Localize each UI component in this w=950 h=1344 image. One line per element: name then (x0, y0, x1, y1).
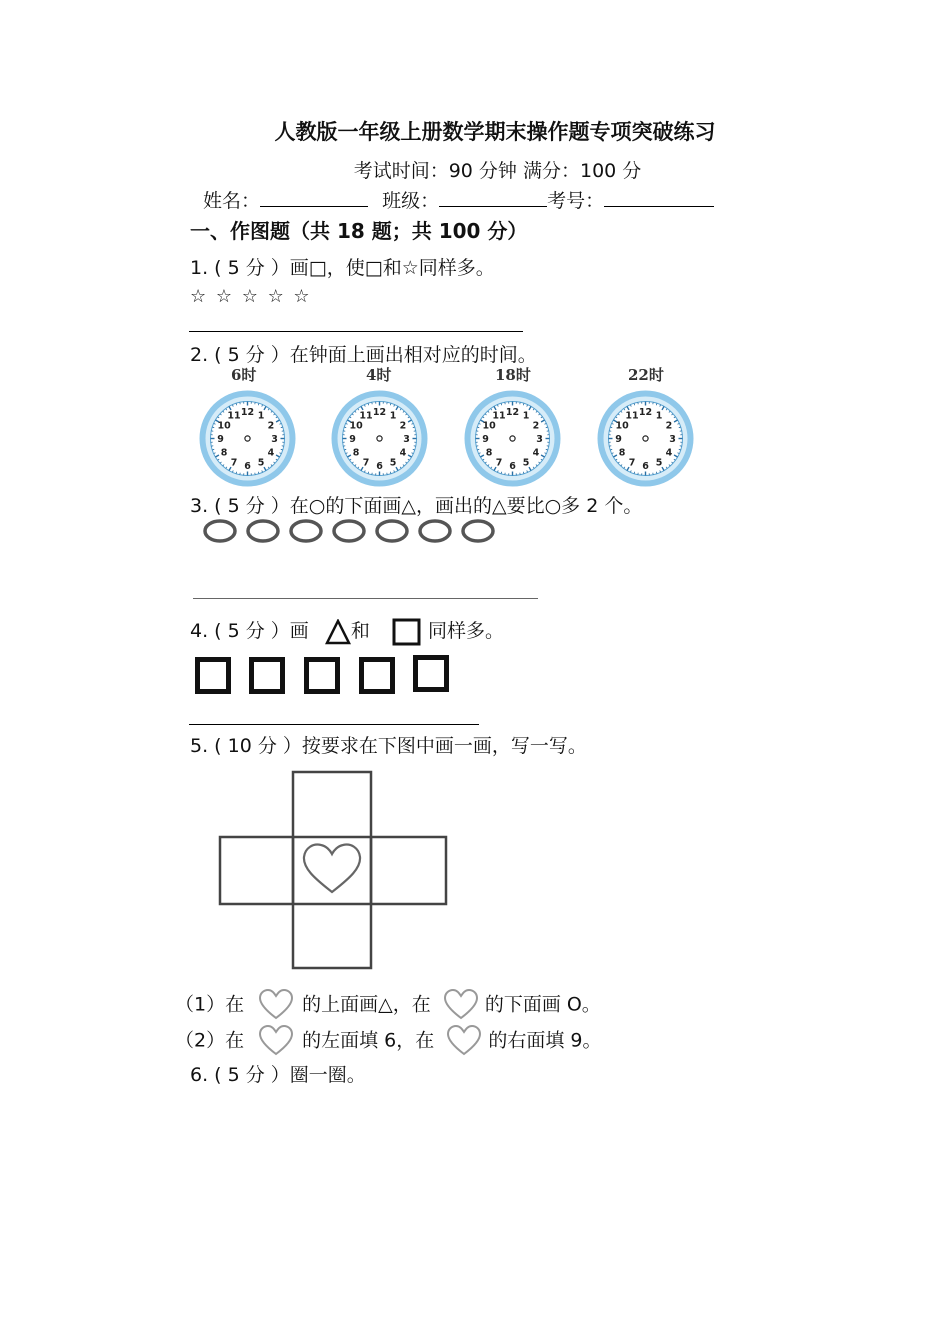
svg-text:5: 5 (522, 457, 530, 469)
question-6: 6. ( 5 分 ）圈一圈。 (190, 1064, 366, 1086)
clock-face-4[interactable] (596, 389, 695, 488)
question-3: 3. ( 5 分 ）在○的下面画△，画出的△要比○多 2 个。 (190, 495, 643, 517)
cross-grid-figure (214, 768, 450, 974)
svg-text:4: 4 (665, 447, 673, 459)
svg-text:8: 8 (485, 447, 493, 459)
heart-icon (258, 989, 294, 1021)
svg-text:2: 2 (665, 420, 673, 432)
svg-text:7: 7 (362, 457, 370, 469)
svg-text:2: 2 (399, 420, 407, 432)
answer-line-3[interactable] (193, 598, 538, 599)
sub1-part-c: 的下面画 O。 (484, 993, 601, 1016)
clock-label-1: 6时 (231, 366, 257, 384)
svg-text:5: 5 (655, 457, 663, 469)
clock-face-3[interactable] (463, 389, 562, 488)
svg-text:6: 6 (642, 461, 649, 472)
id-field[interactable] (604, 188, 714, 207)
square-shape (359, 657, 395, 694)
svg-text:9: 9 (482, 434, 489, 445)
star-row: ☆ ☆ ☆ ☆ ☆ (190, 286, 312, 307)
svg-text:11: 11 (359, 410, 373, 422)
svg-text:9: 9 (615, 434, 622, 445)
heart-icon (258, 1025, 294, 1057)
q5-subquestion-2 (175, 1025, 601, 1057)
svg-text:6: 6 (244, 461, 251, 472)
heart-icon (304, 845, 360, 892)
svg-text:2: 2 (267, 420, 275, 432)
answer-line-4[interactable] (189, 724, 479, 725)
square-shape (413, 655, 449, 692)
clock-label-2: 4时 (366, 366, 392, 384)
svg-text:1: 1 (257, 410, 265, 422)
svg-text:12: 12 (505, 407, 520, 418)
svg-text:8: 8 (618, 447, 626, 459)
svg-text:4: 4 (267, 447, 275, 459)
svg-text:3: 3 (403, 434, 410, 445)
svg-text:1: 1 (655, 410, 663, 422)
svg-text:3: 3 (271, 434, 278, 445)
svg-text:7: 7 (230, 457, 238, 469)
svg-text:6: 6 (376, 461, 383, 472)
svg-text:10: 10 (482, 420, 496, 432)
svg-text:11: 11 (625, 410, 639, 422)
sub1-part-b: 的上面画△，在 (302, 993, 431, 1016)
question-4 (190, 616, 504, 646)
svg-text:4: 4 (399, 447, 407, 459)
q4-text-and: 和 (350, 620, 370, 642)
svg-text:9: 9 (349, 434, 356, 445)
svg-text:10: 10 (349, 420, 363, 432)
exam-info: 考试时间：90 分钟 满分：100 分 (353, 160, 642, 182)
heart-icon (446, 1025, 482, 1057)
svg-text:1: 1 (522, 410, 530, 422)
square-icon (392, 618, 422, 646)
sub2-part-c: 的右面填 9。 (488, 1029, 602, 1052)
svg-text:12: 12 (240, 407, 255, 418)
question-2: 2. ( 5 分 ）在钟面上画出相对应的时间。 (190, 344, 537, 366)
svg-text:4: 4 (532, 447, 540, 459)
svg-text:5: 5 (389, 457, 397, 469)
clock-label-4: 22时 (628, 366, 664, 384)
svg-text:8: 8 (220, 447, 228, 459)
svg-text:12: 12 (372, 407, 387, 418)
name-field[interactable] (260, 188, 368, 207)
svg-text:3: 3 (536, 434, 543, 445)
square-shape (304, 657, 340, 694)
sub1-part-a: （1）在 (175, 993, 245, 1016)
clock-label-3: 18时 (495, 366, 531, 384)
q4-text-pre: 4. ( 5 分 ）画 (190, 620, 309, 642)
question-1: 1. ( 5 分 ）画□，使□和☆同样多。 (190, 257, 495, 279)
svg-text:6: 6 (509, 461, 516, 472)
square-shape (249, 657, 285, 694)
student-info-row (203, 186, 714, 213)
class-label: 班级： (382, 190, 440, 212)
sub2-part-b: 的左面填 6，在 (302, 1029, 435, 1052)
q5-subquestion-1 (175, 989, 601, 1021)
heart-icon (443, 989, 479, 1021)
svg-text:5: 5 (257, 457, 265, 469)
triangle-icon (325, 619, 351, 645)
svg-text:10: 10 (615, 420, 629, 432)
svg-text:9: 9 (217, 434, 224, 445)
q4-text-post: 同样多。 (427, 620, 504, 642)
answer-line-1[interactable] (189, 331, 523, 332)
circle-row (198, 517, 498, 547)
page-title: 人教版一年级上册数学期末操作题专项突破练习 (274, 120, 716, 144)
svg-text:2: 2 (532, 420, 540, 432)
svg-text:7: 7 (495, 457, 503, 469)
clock-face-1[interactable] (198, 389, 297, 488)
question-5: 5. ( 10 分 ）按要求在下图中画一画，写一写。 (190, 735, 587, 757)
square-shape (195, 657, 231, 694)
svg-text:1: 1 (389, 410, 397, 422)
sub2-part-a: （2）在 (175, 1029, 245, 1052)
section-heading: 一、作图题（共 18 题；共 100 分） (190, 219, 528, 243)
svg-text:8: 8 (352, 447, 360, 459)
svg-text:11: 11 (492, 410, 506, 422)
svg-text:10: 10 (217, 420, 231, 432)
svg-text:7: 7 (628, 457, 636, 469)
class-field[interactable] (439, 188, 547, 207)
name-label: 姓名： (203, 190, 261, 212)
svg-text:11: 11 (227, 410, 241, 422)
id-label: 考号： (547, 190, 605, 212)
svg-text:3: 3 (669, 434, 676, 445)
svg-text:12: 12 (638, 407, 653, 418)
clock-face-2[interactable] (330, 389, 429, 488)
